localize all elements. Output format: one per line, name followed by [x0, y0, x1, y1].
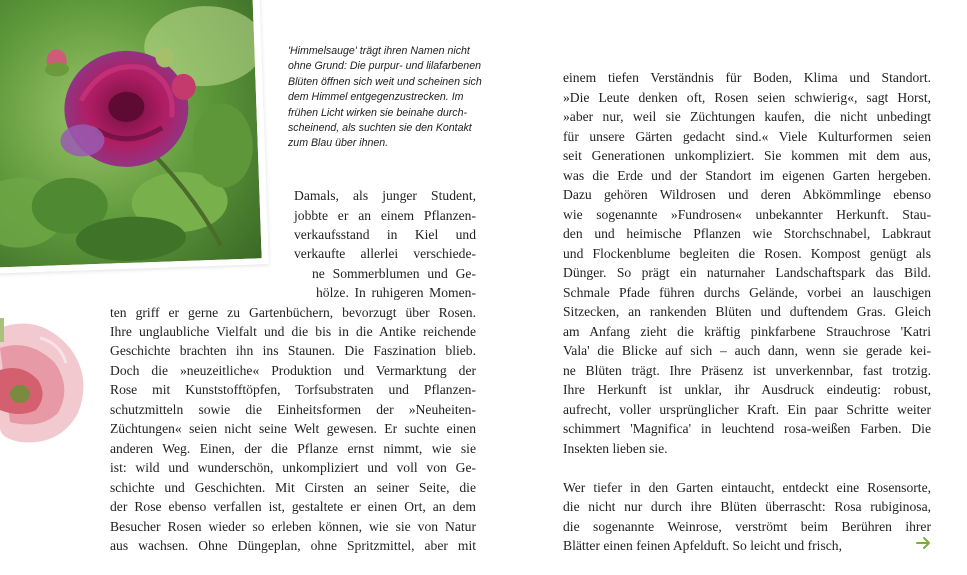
caption-line: Blüten öffnen sich weit und scheinen sich	[288, 75, 482, 88]
body-text-line: wie sogenannte »Fundrosen« unbekannter Herkunft. Stau-	[563, 207, 931, 222]
rose-illustration	[0, 318, 86, 446]
body-text-line: die nicht nur durch ihre Blüten überrascht: Rosa rubiginosa,	[563, 499, 931, 514]
arrow-right-icon	[916, 536, 932, 550]
body-text-line: hölze. In ruhigeren Momen-	[316, 285, 476, 300]
body-text-line: schimmert 'Magnifica' in leuchtend rosa-weißen Farben. Die	[563, 421, 931, 436]
rose-photo-image	[0, 0, 262, 268]
body-text-line: ne Blüten trägt. Ihre Präsenz ist unverkennbar, fast trotzig.	[563, 363, 931, 378]
body-text-line: ten griff er gerne zu Gartenbüchern, bevorzugt über Rosen.	[110, 305, 476, 320]
rose-photo	[0, 0, 269, 274]
body-text-line: aufrecht, voller ursprünglicher Kraft. Ein paar Schritte weiter	[563, 402, 931, 417]
body-text-line: »Die Leute denken oft, Rosen seien schwierig«, sagt Horst,	[563, 90, 931, 105]
caption-line: dem Himmel entgegenzustrecken. Im	[288, 91, 464, 104]
body-text-line: die sogenannte Weinrose, verströmt beim Berühren ihrer	[563, 519, 931, 534]
body-text-line: Sitzecken, an rankenden Blüten und duftendem Gras. Gleich	[563, 304, 931, 319]
body-text-line: »aber nur, weil sie Züchtungen kaufen, die nicht unbedingt	[563, 109, 931, 124]
body-text-line: Rose mit Kunststofftöpfen, Torfsubstraten und Pflanzen-	[110, 382, 476, 397]
body-text-line: Dünger. So prägt ein naturnaher Landschaftspark das Bild.	[563, 265, 931, 280]
body-text-line: der Rose ebenso verfallen ist, gestaltete er einen Ort, an dem	[110, 499, 476, 514]
body-text-line: Züchtungen« seien nicht seine Welt gewesen. Er suchte einen	[110, 421, 476, 436]
body-text-line: Blätter einen feinen Apfelduft. So leicht und frisch,	[563, 538, 842, 553]
caption-line: ohne Grund: Die purpur- und lilafarbenen	[288, 60, 481, 73]
body-text-line: Ihre Herkunft ist unklar, ihr Ausdruck eindeutig: robust,	[563, 382, 931, 397]
body-text-line: Ihre unglaubliche Vielfalt und die bis in die Antike reichende	[110, 324, 476, 339]
body-text-line: ist: wild und wunderschön, unkompliziert und voll von Ge-	[110, 460, 476, 475]
body-text-line: seit Generationen unkompliziert. Sie kommen mit dem aus,	[563, 148, 931, 163]
body-text-line: Damals, als junger Student,	[294, 188, 476, 203]
body-text-line: ne Sommerblumen und Ge-	[312, 266, 476, 281]
caption-line: frühen Licht wirken sie beinahe durch-	[288, 106, 468, 119]
body-text-line: Vala' die Blicke auf sich – auch dann, wenn sie gerade kei-	[563, 343, 931, 358]
body-text-line: Doch die »neuzeitliche« Produktion und Vermarktung der	[110, 363, 476, 378]
body-text-line: für unsere Gärten gedacht sind.« Viele Kulturformen seien	[563, 129, 931, 144]
body-text-line: Geschichte brachten ihn ins Staunen. Die Faszination blieb.	[110, 343, 476, 358]
caption-line: scheinend, als suchten sie den Kontakt	[288, 122, 472, 135]
body-text-line: was die Erde und der Standort im eigenen Garten hergeben.	[563, 168, 931, 183]
body-text-line: und Flockenblume begleiten die Rosen. Kompost genügt als	[563, 246, 931, 261]
body-text-line: einem tiefen Verständnis für Boden, Klima und Standort.	[563, 70, 931, 85]
body-text-line: verkaufte allerlei verschiede-	[294, 246, 476, 261]
body-text-line: Insekten lieben sie.	[563, 441, 668, 456]
body-text-line: jobbte er an einem Pflanzen-	[294, 208, 476, 223]
caption-line: zum Blau über ihnen.	[288, 137, 389, 150]
body-text-line: Dazu gehören Wildrosen und deren Abkömmlinge ebenso	[563, 187, 931, 202]
body-text-line: am Anfang zieht die kräftig pinkfarbene Strauchrose 'Katri	[563, 324, 931, 339]
photo-caption	[288, 44, 510, 152]
body-text-line: Besucher Rosen wieder so erleben können, wie sie von Natur	[110, 519, 476, 534]
body-text-line: aus wachsen. Ohne Düngeplan, ohne Spritzmittel, aber mit	[110, 538, 476, 553]
caption-line: 'Himmelsauge' trägt ihren Namen nicht	[288, 45, 470, 57]
body-text-line: schichte und Geschichten. Mit Cirsten an seiner Seite, die	[110, 480, 476, 495]
body-text-line: den und heimische Pflanzen wie Storchschnabel, Labkraut	[563, 226, 931, 241]
body-text-line: verkaufsstand in Kiel und	[294, 227, 476, 242]
body-text-line: Schmale Pfade führen durchs Gelände, vorbei an lauschigen	[563, 285, 931, 300]
body-text-line: Wer tiefer in den Garten eintaucht, entdeckt eine Rosensorte,	[563, 480, 931, 495]
body-text-line: anderen Weg. Einen, der die Pflanze ernst nimmt, wie sie	[110, 441, 476, 456]
body-text-line: schutzmitteln sowie die Einheitsformen der »Neuheiten-	[110, 402, 476, 417]
